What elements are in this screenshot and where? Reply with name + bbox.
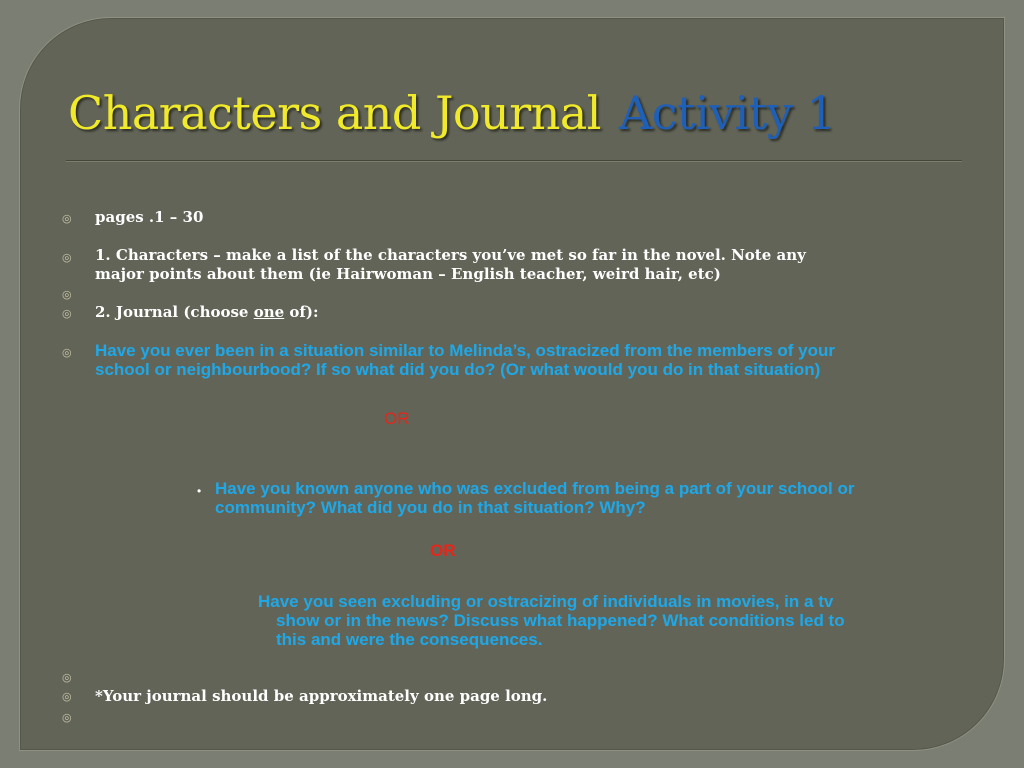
bullet-icon: ◎ [62, 671, 72, 684]
question3-line3: this and were the consequences. [276, 630, 543, 649]
characters-item-line1: 1. Characters – make a list of the characters you’ve met so far in the novel. Note any [95, 246, 806, 264]
characters-item-line2: major points about them (ie Hairwoman – English teacher, weird hair, etc) [95, 265, 721, 283]
question2-line1: Have you known anyone who was excluded from being a part of your school or [215, 479, 855, 498]
bullet-icon: ◎ [62, 251, 72, 264]
pages-item: pages .1 – 30 [95, 208, 204, 226]
question2-line2: community? What did you do in that situation? Why? [215, 498, 646, 517]
journal-underlined: one [253, 303, 285, 321]
slide-title [68, 86, 835, 140]
title-main: Characters and Journal [68, 86, 601, 140]
or-separator-2: OR [430, 541, 456, 560]
bullet-icon: ◎ [62, 212, 72, 225]
title-divider [66, 160, 962, 162]
sub-bullet-icon: • [197, 484, 202, 498]
or-separator-1: OR [384, 409, 410, 428]
journal-suffix: of): [284, 303, 319, 321]
question1-line2: school or neighbourbood? If so what did you do? (Or what would you do in that situation) [95, 360, 821, 379]
journal-prefix: 2. Journal (choose [95, 303, 254, 321]
bullet-icon: ◎ [62, 711, 72, 724]
title-accent: Activity 1 [618, 86, 836, 140]
bullet-icon: ◎ [62, 307, 72, 320]
bullet-icon: ◎ [62, 690, 72, 703]
bullet-icon: ◎ [62, 288, 72, 301]
question3-line1: Have you seen excluding or ostracizing of individuals in movies, in a tv [258, 592, 834, 611]
journal-item [95, 303, 319, 322]
question1-line1: Have you ever been in a situation similar to Melinda’s, ostracized from the members of your [95, 341, 836, 360]
length-note: *Your journal should be approximately one page long. [95, 687, 548, 705]
bullet-icon: ◎ [62, 346, 72, 359]
question3-line2: show or in the news? Discuss what happened? What conditions led to [276, 611, 845, 630]
